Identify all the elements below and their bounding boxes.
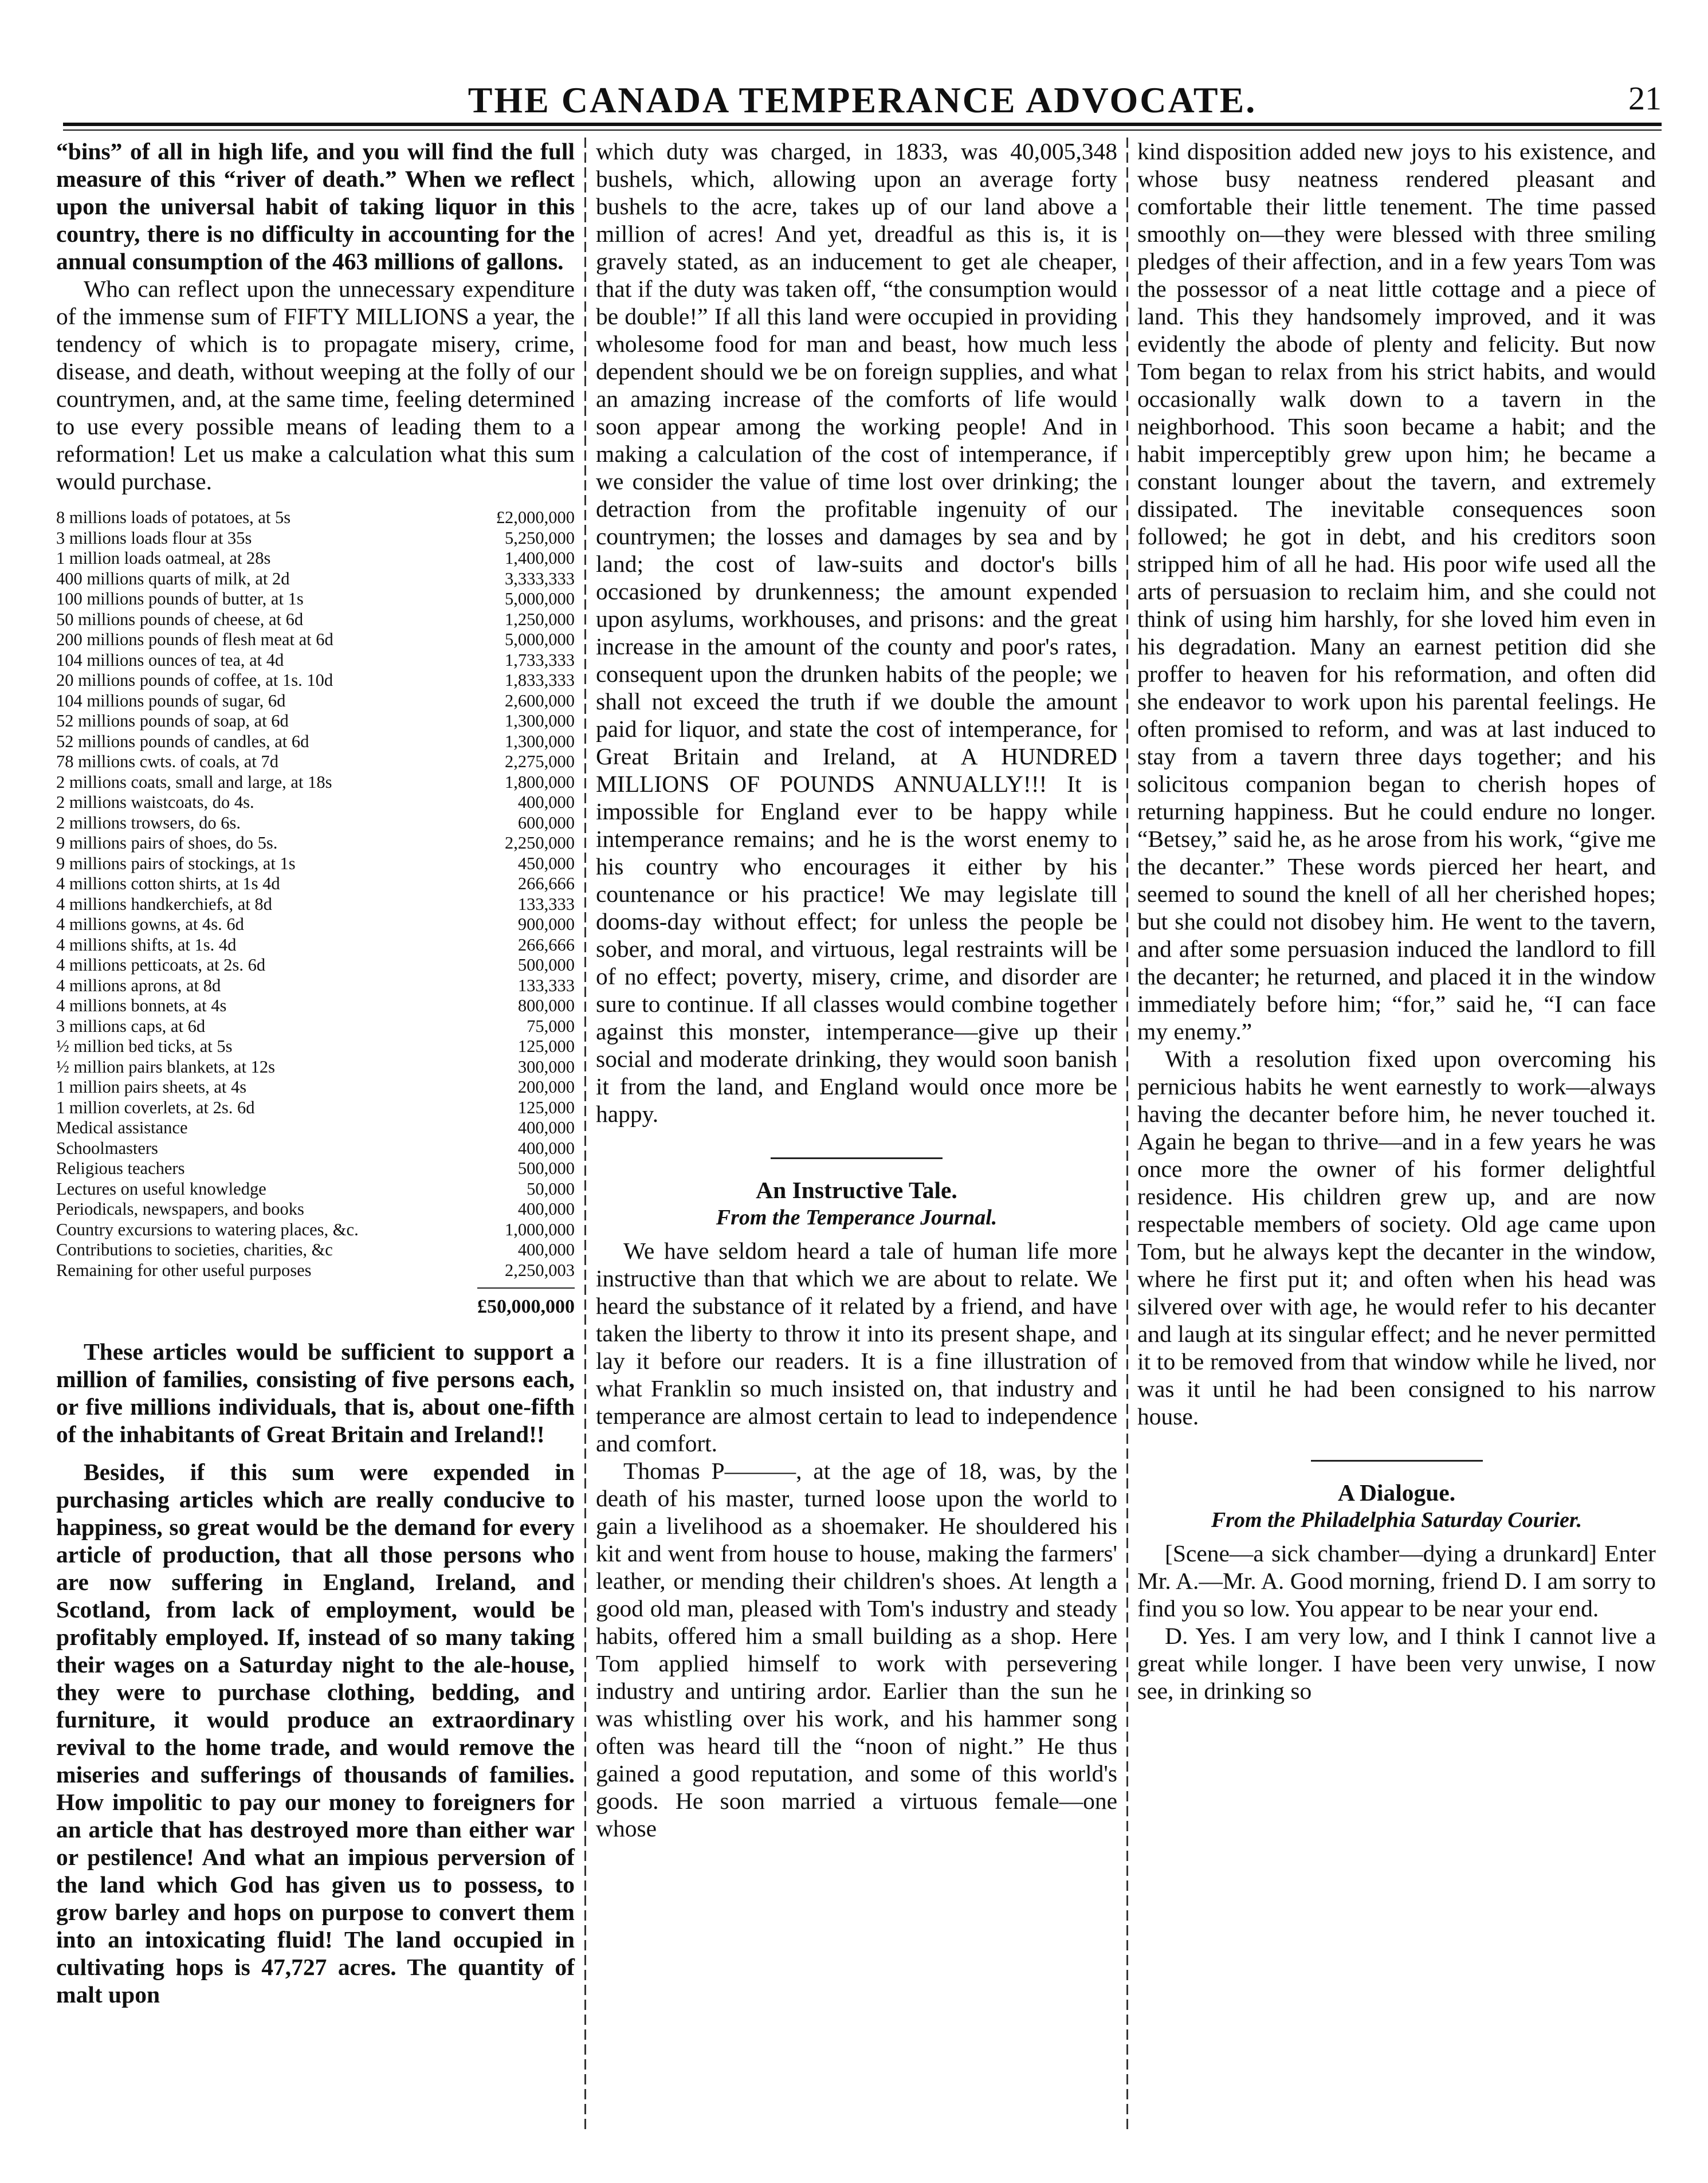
item-description: ½ million bed ticks, at 5s	[56, 1036, 233, 1056]
item-amount: 900,000	[517, 914, 575, 934]
paragraph: With a resolution fixed upon overcoming his pernicious habits he went earnestly to work—always having the decanter before him, he never touched it. Again he began to thrive—and in a few years he was once more the owner of his former delightful residence. His children grew up, and are now respectable members of society. Old age came upon Tom, but he always kept the decanter in the window, where he first put it; and often when his head was silvered over with age, he would refer to his decanter and laugh at its singular effect; and he never permitted it to be removed from that window while he lived, nor was it until he had been consigned to his narrow house.	[1137, 1046, 1656, 1430]
table-row	[56, 752, 575, 772]
item-description: 4 millions aprons, at 8d	[56, 975, 221, 995]
item-amount: 1,000,000	[505, 1219, 575, 1239]
item-description: 50 millions pounds of cheese, at 6d	[56, 609, 304, 629]
item-amount: 300,000	[517, 1057, 575, 1077]
item-description: 78 millions cwts. of coals, at 7d	[56, 752, 278, 771]
item-description: 4 millions cotton shirts, at 1s 4d	[56, 874, 280, 893]
item-amount: 75,000	[527, 1016, 575, 1036]
paragraph: which duty was charged, in 1833, was 40,005,348 bushels, which, allowing upon an average forty bushels to the acre, takes up of our land above a million of acres! And yet, dreadful as this is, it is gravely stated, as an inducement to get ale cheaper, that if the duty was taken off, “the consumption would be double!” If all this land were occupied in providing wholesome food for man and beast, how much less dependent should we be on foreign supplies, and what an amazing increase of the comforts of life would soon appear among the working people! And in making a calculation of the cost of intemperance, if we consider the value of time lost over drinking; the detraction from the profitable ingenuity of our countrymen; the losses and damages by sea and by land; the cost of law-suits and doctor's bills occasioned by drunkenness; the amount expended upon asylums, workhouses, and prisons: and the great increase in the amount of the county and poor's rates, consequent upon the drunken habits of the people; we shall not exceed the truth if we double the amount paid for liquor, and state the cost of intemperance, for Great Britain and Ireland, at A HUNDRED MILLIONS OF POUNDS ANNUALLY!!! It is impossible for England ever to be happy while intemperance remains; and he is the worst enemy to his country who encourages it either by his countenance or his practice! We may legislate till dooms-day without effect; for unless the people be sober, and moral, and virtuous, legal restraints will be of no effect; poverty, misery, crime, and disorder are sure to continue. If all classes would combine together against this monster, intemperance—give up their social and moderate drinking, they would soon banish it from the land, and England would once more be happy.	[596, 138, 1117, 1127]
item-amount: 400,000	[517, 1118, 575, 1137]
item-description: 3 millions loads flour at 35s	[56, 528, 252, 548]
item-description: Country excursions to watering places, &c.	[56, 1219, 359, 1239]
table-row	[56, 589, 575, 610]
table-row	[56, 1077, 575, 1098]
table-row	[56, 1036, 575, 1057]
item-amount: 1,400,000	[505, 548, 575, 568]
article-heading: An Instructive Tale.	[756, 1177, 957, 1203]
item-description: 52 millions pounds of soap, at 6d	[56, 711, 289, 731]
item-amount: 500,000	[517, 955, 575, 975]
item-description: 104 millions ounces of tea, at 4d	[56, 650, 284, 670]
paragraph: kind disposition added new joys to his existence, and whose busy neatness rendered pleasant and comfortable their little tenement. The time passed smoothly on—they were blessed with three smiling pledges of their affection, and in a few years Tom was the possessor of a neat little cottage and a piece of land. This they handsomely improved, and it was evidently the abode of plenty and felicity. But now Tom began to relax from his strict habits, and would occasionally walk down to a tavern in the neighborhood. This soon became a habit; and the habit imperceptibly grew upon him; he became a constant lounger about the tavern, and extremely dissipated. The inevitable consequences soon followed; he got in debt, and his creditors soon stripped him of all he had. His poor wife used all the arts of persuasion to reclaim him, and she could not think of using him harshly, for she loved him even in his degradation. Many an earnest petition did she proffer to heaven for his reformation, and often did she endeavor to work upon his parental feelings. He often promised to reform, and was at last induced to stay from a tavern three days together; and his solicitous companion began to cherish hopes of returning happiness. But he could endure no longer. “Betsey,” said he, as he arose from his work, “give me the decanter.” These words pierced her heart, and seemed to sound the knell of all her cherished hopes; but she could not disobey him. He went to the tavern, and after some persuasion induced the landlord to fill the decanter; he returned, and placed it in the window immediately before him; “for,” said he, “I can face my enemy.”	[1137, 138, 1656, 1045]
paragraph: Besides, if this sum were expended in purchasing articles which are really conducive to happiness, so great would be the demand for every article of production, that all those persons who are now suffering in England, Ireland, and Scotland, from lack of employment, would be profitably employed. If, instead of so many taking their wages on a Saturday night to the ale-house, they were to purchase clothing, bedding, and furniture, it would produce an extraordinary revival to the home trade, and would remove the miseries and sufferings of thousands of families. How impolitic to pay our money to foreigners for an article that has destroyed more than either war or pestilence! And what an impious perversion of the land which God has given us to possess, to grow barley and hops on purpose to convert them into an intoxicating fluid! The land occupied in cultivating hops is 47,727 acres. The quantity of malt upon	[56, 1459, 575, 2008]
article-heading: A Dialogue.	[1337, 1479, 1456, 1506]
item-description: 2 millions coats, small and large, at 18s	[56, 772, 332, 792]
table-row	[56, 630, 575, 650]
item-description: 4 millions handkerchiefs, at 8d	[56, 894, 272, 914]
item-description: Medical assistance	[56, 1118, 188, 1137]
table-row	[56, 833, 575, 854]
table-row	[56, 650, 575, 671]
paragraph: “bins” of all in high life, and you will find the full measure of this “river of death.” When we reflect upon the universal habit of taking liquor in this country, there is no difficulty in accounting for the annual consumption of the 463 millions of gallons.	[56, 138, 575, 274]
item-amount: 400,000	[517, 792, 575, 812]
paragraph: [Scene—a sick chamber—dying a drunkard] Enter Mr. A.—Mr. A. Good morning, friend D. I am sorry to find you so low. You appear to be near your end.	[1137, 1540, 1656, 1621]
item-amount: 50,000	[527, 1179, 575, 1199]
table-row	[56, 610, 575, 630]
page-header	[63, 69, 1662, 126]
item-amount: 5,000,000	[505, 589, 575, 608]
table-row	[56, 813, 575, 834]
newspaper-title: THE CANADA TEMPERANCE ADVOCATE.	[468, 80, 1257, 120]
item-amount: 1,250,000	[505, 609, 575, 629]
item-amount: 500,000	[517, 1159, 575, 1178]
header-rule-thin	[63, 129, 1662, 131]
column-2	[596, 138, 1117, 1842]
section-divider	[1311, 1460, 1483, 1462]
item-description: Lectures on useful knowledge	[56, 1179, 266, 1199]
table-row	[56, 1240, 575, 1261]
table-row	[56, 1138, 575, 1159]
item-description: 4 millions bonnets, at 4s	[56, 996, 227, 1015]
item-description: 4 millions shifts, at 1s. 4d	[56, 935, 237, 955]
header-rule-thick	[63, 123, 1662, 126]
item-description: 2 millions waistcoats, do 4s.	[56, 792, 254, 812]
item-amount: 125,000	[517, 1097, 575, 1117]
item-amount: 5,250,000	[505, 528, 575, 548]
column-1	[56, 138, 575, 2008]
item-amount: 600,000	[517, 812, 575, 833]
item-amount: 400,000	[517, 1138, 575, 1158]
item-description: 9 millions pairs of stockings, at 1s	[56, 853, 296, 873]
table-row	[56, 935, 575, 956]
item-amount: 125,000	[517, 1036, 575, 1056]
item-amount: £2,000,000	[496, 508, 575, 527]
item-description: 52 millions pounds of candles, at 6d	[56, 731, 309, 751]
table-row	[56, 711, 575, 732]
item-description: Periodicals, newspapers, and books	[56, 1199, 304, 1219]
item-amount: 2,250,000	[505, 833, 575, 853]
item-amount: 1,300,000	[505, 711, 575, 731]
column-divider	[584, 138, 586, 2131]
expenditure-table	[56, 508, 575, 1281]
section-divider	[771, 1157, 943, 1159]
column-3	[1137, 138, 1656, 1705]
table-row	[56, 528, 575, 549]
item-description: 3 millions caps, at 6d	[56, 1016, 206, 1036]
article-source: From the Temperance Journal.	[716, 1206, 998, 1230]
table-row	[56, 894, 575, 915]
item-description: ½ million pairs blankets, at 12s	[56, 1057, 276, 1077]
item-description: 100 millions pounds of butter, at 1s	[56, 589, 304, 608]
item-description: 20 millions pounds of coffee, at 1s. 10d	[56, 670, 333, 690]
item-description: 2 millions trowsers, do 6s.	[56, 812, 241, 833]
page-number: 21	[1628, 80, 1662, 117]
table-row	[56, 996, 575, 1016]
item-description: 104 millions pounds of sugar, 6d	[56, 690, 286, 710]
item-amount: 1,833,333	[505, 670, 575, 690]
item-description: Schoolmasters	[56, 1138, 158, 1158]
item-amount: 200,000	[517, 1077, 575, 1097]
item-amount: 450,000	[517, 853, 575, 873]
item-amount: 266,666	[517, 874, 575, 893]
item-amount: 5,000,000	[505, 630, 575, 649]
paragraph: D. Yes. I am very low, and I think I cannot live a great while longer. I have been very unwise, I now see, in drinking so	[1137, 1623, 1656, 1704]
table-row	[56, 548, 575, 569]
item-amount: 1,733,333	[505, 650, 575, 670]
item-description: Contributions to societies, charities, &c	[56, 1240, 333, 1259]
item-description: 200 millions pounds of flesh meat at 6d	[56, 630, 333, 649]
table-row	[56, 1118, 575, 1138]
item-amount: 133,333	[517, 894, 575, 914]
table-row	[56, 1016, 575, 1037]
table-row	[56, 508, 575, 528]
item-amount: 1,800,000	[505, 772, 575, 792]
item-amount: 2,250,003	[505, 1260, 575, 1280]
item-amount: 800,000	[517, 996, 575, 1015]
item-description: 4 millions gowns, at 4s. 6d	[56, 914, 244, 934]
table-row	[56, 955, 575, 976]
paragraph: We have seldom heard a tale of human life more instructive than that which we are about to relate. We heard the substance of it related by a friend, and have taken the liberty to throw it into its present shape, and lay it before our readers. It is a fine illustration of what Franklin so much insisted on, that industry and temperance are almost certain to lead to independence and comfort.	[596, 1238, 1117, 1456]
table-row	[56, 732, 575, 752]
paragraph: These articles would be sufficient to support a million of families, consisting of five persons each, or five millions individuals, that is, about one-fifth of the inhabitants of Great Britain and Ireland!!	[56, 1338, 575, 1447]
item-description: Remaining for other useful purposes	[56, 1260, 312, 1280]
paragraph: Thomas P———, at the age of 18, was, by the death of his master, turned loose upon the world to gain a livelihood as a shoemaker. He shouldered his kit and went from house to house, making the farmers' leather, or mending their children's shoes. At length a good old man, pleased with Tom's industry and steady habits, offered him a small building as a shop. Here Tom applied himself to work with persevering industry and untiring ardor. Earlier than the sun he was whistling over his work, and his hammer song often was heard till the “noon of night.” He thus gained a good reputation, and some of this world's goods. He soon married a virtuous female—one whose	[596, 1458, 1117, 1842]
item-description: 1 million pairs sheets, at 4s	[56, 1077, 247, 1097]
item-amount: 1,300,000	[505, 731, 575, 751]
table-row	[56, 1199, 575, 1220]
column-divider	[1126, 138, 1128, 2131]
table-row	[56, 1220, 575, 1240]
item-amount: 400,000	[517, 1199, 575, 1219]
table-row	[56, 874, 575, 894]
article-source: From the Philadelphia Saturday Courier.	[1211, 1508, 1583, 1532]
item-amount: 3,333,333	[505, 568, 575, 588]
table-row	[56, 1261, 575, 1281]
table-row	[56, 854, 575, 874]
item-description: 8 millions loads of potatoes, at 5s	[56, 508, 291, 527]
item-amount: 2,275,000	[505, 752, 575, 771]
paragraph: Who can reflect upon the unnecessary expenditure of the immense sum of FIFTY MILLIONS a year, the tendency of which is to propagate misery, crime, disease, and death, without weeping at the folly of our countrymen, and, at the same time, feeling determined to use every possible means of leading them to a reformation! Let us make a calculation what this sum would purchase.	[56, 276, 575, 494]
table-row	[56, 1159, 575, 1179]
table-total: £50,000,000	[477, 1287, 575, 1321]
item-description: Religious teachers	[56, 1159, 185, 1178]
table-row	[56, 772, 575, 793]
item-amount: 266,666	[517, 935, 575, 955]
table-row	[56, 691, 575, 712]
table-row	[56, 976, 575, 996]
table-row	[56, 914, 575, 935]
item-amount: 133,333	[517, 975, 575, 995]
item-description: 9 millions pairs of shoes, do 5s.	[56, 833, 278, 853]
table-row	[56, 670, 575, 691]
item-amount: 400,000	[517, 1240, 575, 1259]
table-row	[56, 1179, 575, 1200]
item-description: 4 millions petticoats, at 2s. 6d	[56, 955, 266, 975]
item-description: 1 million coverlets, at 2s. 6d	[56, 1097, 255, 1117]
table-row	[56, 792, 575, 813]
table-row	[56, 1098, 575, 1118]
item-amount: 2,600,000	[505, 690, 575, 710]
table-row	[56, 569, 575, 590]
item-description: 1 million loads oatmeal, at 28s	[56, 548, 271, 568]
item-description: 400 millions quarts of milk, at 2d	[56, 568, 290, 588]
table-row	[56, 1057, 575, 1078]
